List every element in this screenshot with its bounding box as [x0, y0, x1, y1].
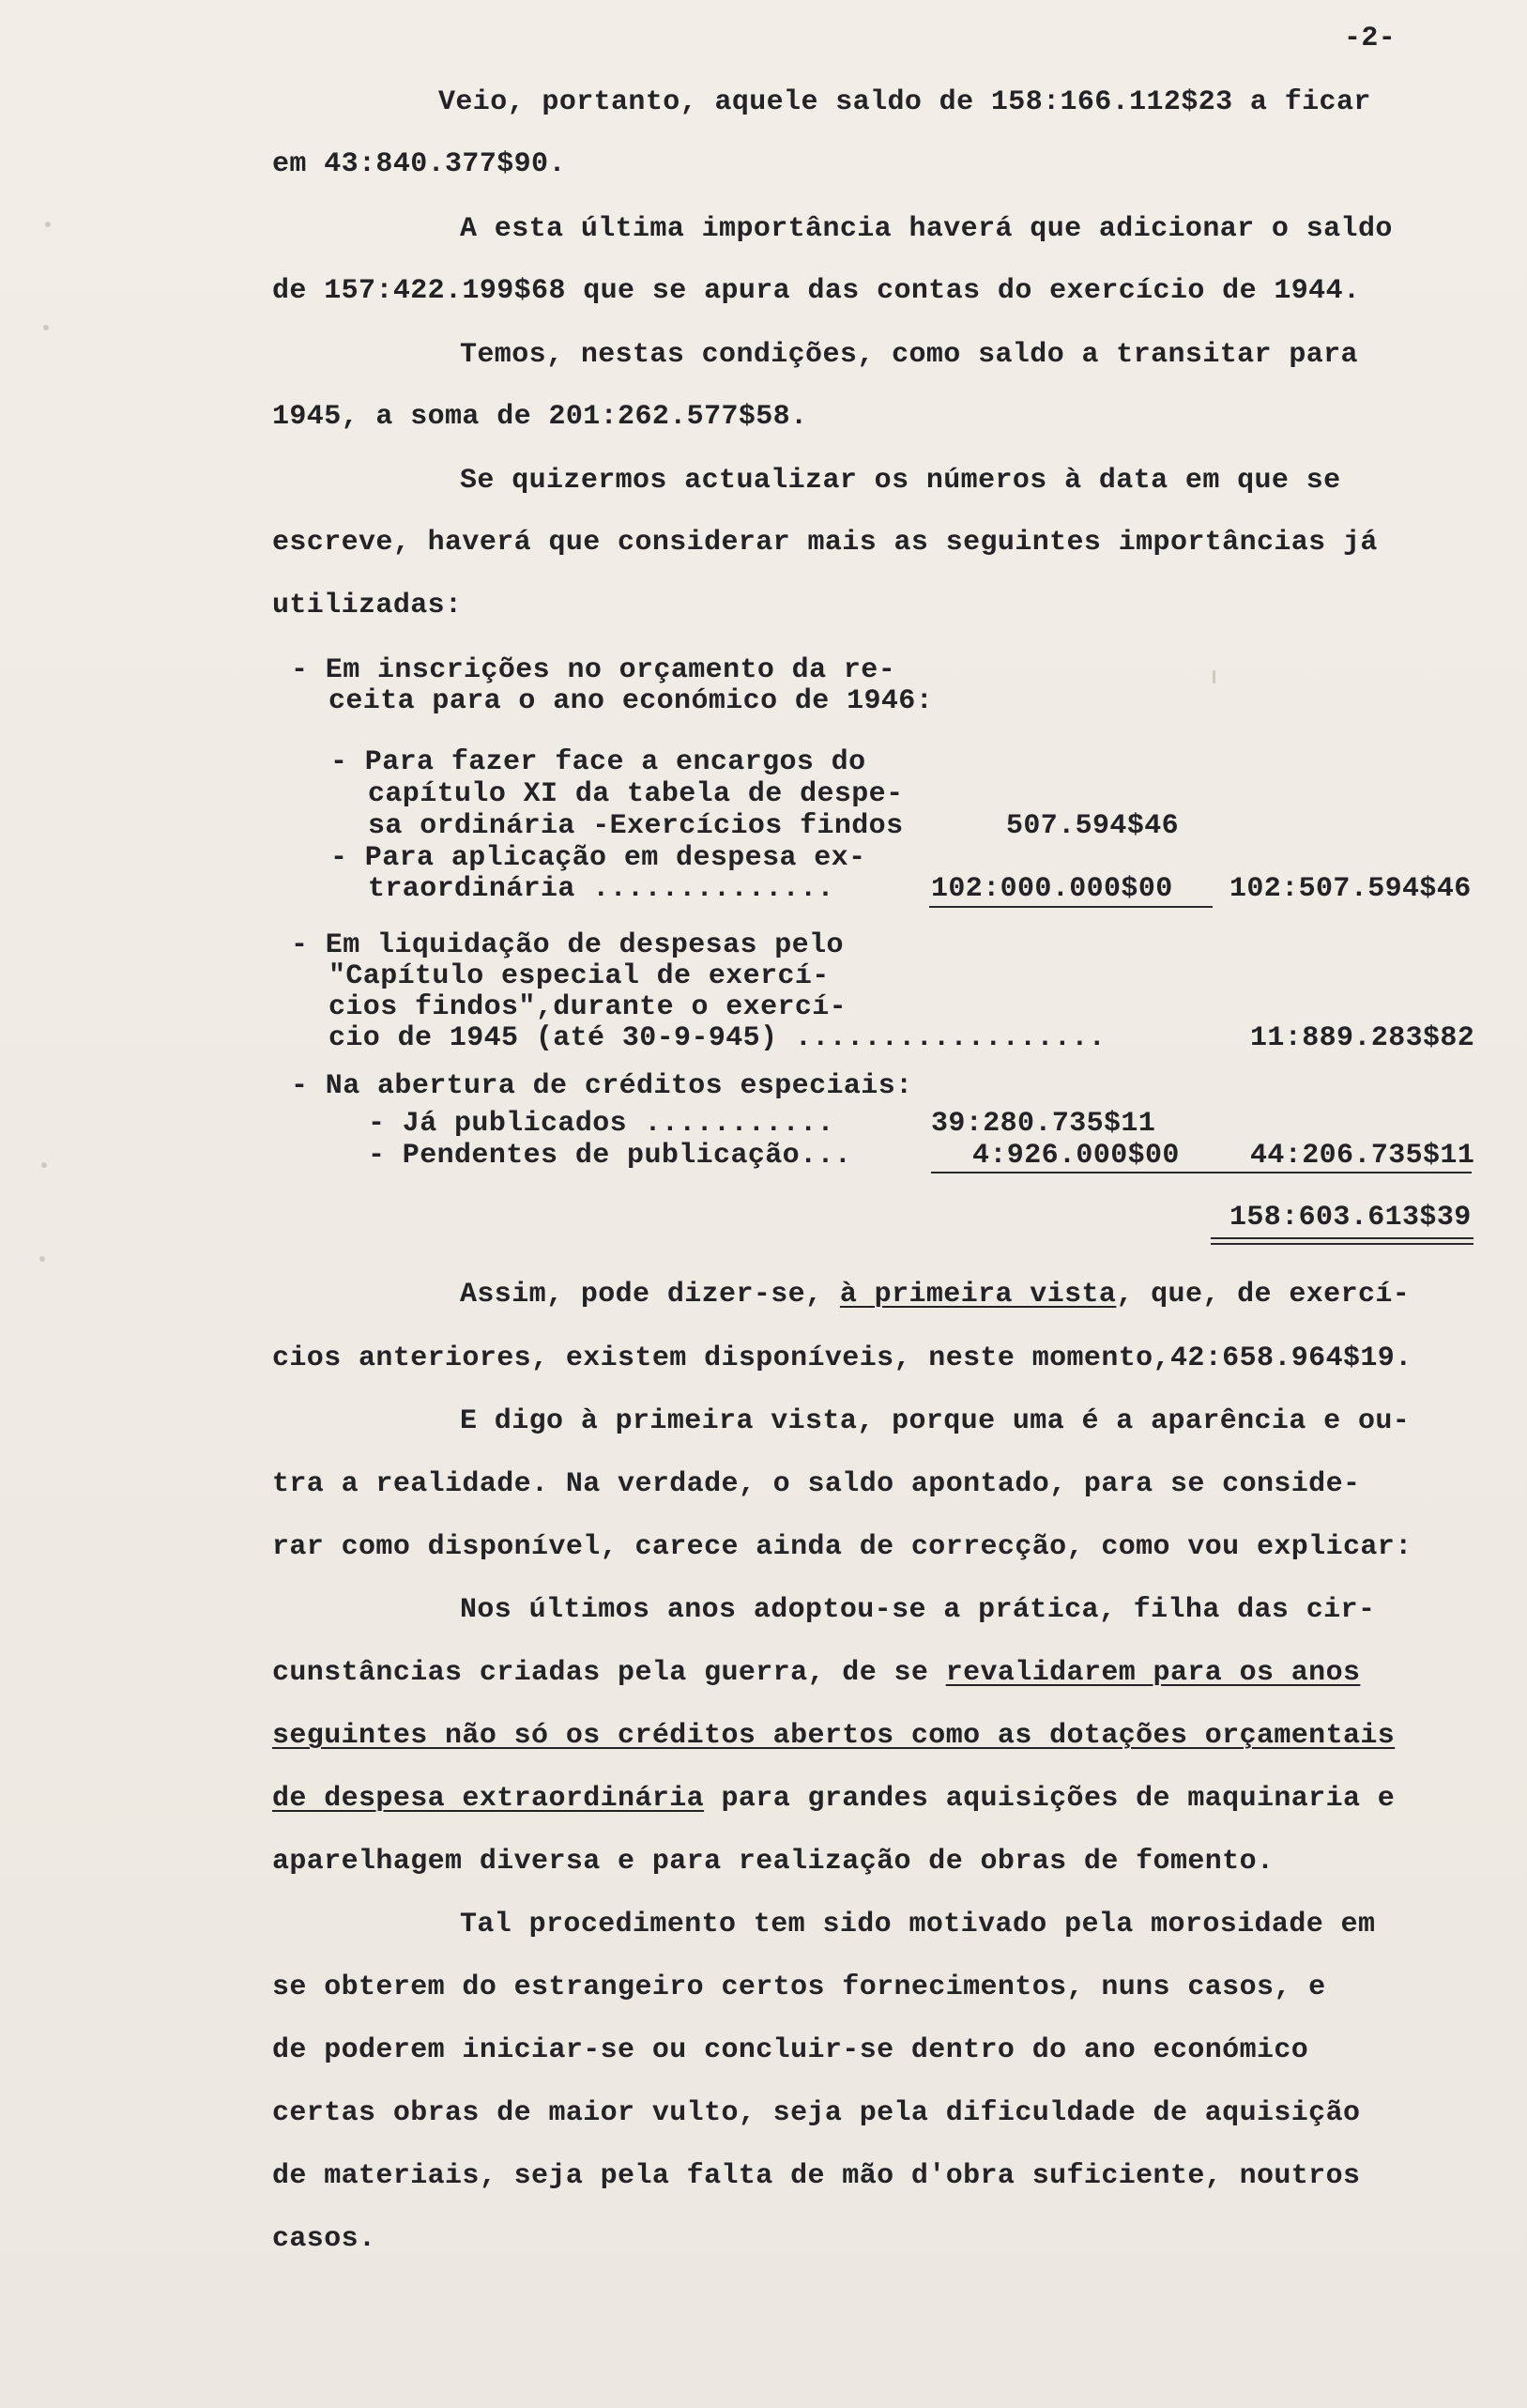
page-number: -2-: [1344, 23, 1397, 54]
paragraph-3-line-2: 1945, a soma de 201:262.577$58.: [272, 401, 808, 433]
item-creditos-total: 44:206.735$11: [1250, 1140, 1475, 1172]
sub-aplicacao-amount: 102:000.000$00: [931, 873, 1173, 905]
paragraph-8-line-2: se obterem do estrangeiro certos fornecimentos, nuns casos, e: [272, 1971, 1326, 2003]
paper-speck: [45, 222, 51, 227]
item-liquidacao-line-2: "Capítulo especial de exercí-: [328, 960, 830, 992]
paragraph-8-line-6: casos.: [272, 2223, 376, 2255]
paragraph-6-line-3: rar como disponível, carece ainda de correcção, como vou explicar:: [272, 1531, 1412, 1563]
paragraph-1-line-2: em 43:840.377$90.: [272, 148, 566, 180]
item-liquidacao-line-3: cios findos",durante o exercí-: [328, 991, 847, 1023]
paragraph-8-line-4: certas obras de maior vulto, seja pela dificuldade de aquisição: [272, 2097, 1361, 2129]
sub-encargos-line-3: sa ordinária -Exercícios findos: [368, 810, 904, 842]
sub-encargos-amount: 507.594$46: [1006, 810, 1180, 842]
paragraph-4-line-2: escreve, haverá que considerar mais as seguintes importâncias já: [272, 527, 1378, 559]
paragraph-2-line-1: A esta última importância haverá que adicionar o saldo: [460, 213, 1393, 245]
paragraph-7-line-5: aparelhagem diversa e para realização de obras de fomento.: [272, 1846, 1275, 1878]
paragraph-4-line-1: Se quizermos actualizar os números à data em que se: [460, 465, 1341, 497]
paper-speck: [43, 325, 49, 330]
item-inscricoes-line-2: ceita para o ano económico de 1946:: [328, 685, 934, 717]
paragraph-4-line-3: utilizadas:: [272, 590, 463, 621]
paragraph-7-line-4: [272, 1783, 1395, 1815]
sub-encargos-line-2: capítulo XI da tabela de despe-: [368, 778, 904, 810]
paragraph-5-line-1: [460, 1279, 1410, 1311]
item-liquidacao-line-1: - Em liquidação de despesas pelo: [291, 929, 844, 961]
paragraph-6-line-2: tra a realidade. Na verdade, o saldo apontado, para se conside-: [272, 1468, 1361, 1500]
paragraph-3-line-1: Temos, nestas condições, como saldo a transitar para: [460, 339, 1358, 371]
paragraph-5-line-2: cios anteriores, existem disponíveis, neste momento,42:658.964$19.: [272, 1342, 1412, 1374]
paragraph-8-line-5: de materiais, seja pela falta de mão d'obra suficiente, noutros: [272, 2160, 1361, 2192]
grand-total: 158:603.613$39: [1229, 1202, 1472, 1234]
item-liquidacao-line-4: cio de 1945 (até 30-9-945) ..................: [328, 1022, 1107, 1054]
paragraph-8-line-3: de poderem iniciar-se ou concluir-se dentro do ano económico: [272, 2034, 1309, 2066]
paragraph-6-line-1: E digo à primeira vista, porque uma é a aparência e ou-: [460, 1405, 1411, 1437]
paragraph-7-line-2: [272, 1657, 1360, 1689]
item-inscricoes-line-1: - Em inscrições no orçamento da re-: [291, 654, 896, 686]
item-liquidacao-total: 11:889.283$82: [1250, 1022, 1475, 1054]
paragraph-1-line-1: Veio, portanto, aquele saldo de 158:166.112$23 a ficar: [438, 86, 1371, 118]
creditos-publicados-label: - Já publicados ...........: [368, 1108, 834, 1140]
subtotal-underline: [929, 906, 1213, 908]
paragraph-2-line-2: de 157:422.199$68 que se apura das contas do exercício de 1944.: [272, 275, 1361, 307]
paragraph-8-line-1: Tal procedimento tem sido motivado pela morosidade em: [460, 1909, 1376, 1940]
paragraph-5-emphasis: à primeira vista: [839, 1279, 1117, 1311]
sub-encargos-line-1: - Para fazer face a encargos do: [330, 746, 866, 778]
item-inscricoes-total: 102:507.594$46: [1229, 873, 1472, 905]
paragraph-7-emphasis-2: de despesa extraordinária: [272, 1783, 705, 1815]
sub-aplicacao-line-1: - Para aplicação em despesa ex-: [330, 842, 866, 874]
creditos-pendentes-amount: 4:926.000$00: [972, 1140, 1180, 1172]
creditos-publicados-amount: 39:280.735$11: [931, 1108, 1156, 1140]
paragraph-7-line-1: Nos últimos anos adoptou-se a prática, filha das cir-: [460, 1594, 1376, 1626]
item-creditos-line-1: - Na abertura de créditos especiais:: [291, 1070, 913, 1102]
grand-total-double-rule: [1211, 1237, 1474, 1245]
paragraph-7-line-3: seguintes não só os créditos abertos como as dotações orçamentais: [272, 1720, 1396, 1752]
paragraph-7-emphasis-1: revalidarem para os anos: [945, 1657, 1361, 1689]
creditos-underline: [931, 1172, 1472, 1173]
paragraph-7-text-b: para grandes aquisições de maquinaria e: [704, 1783, 1396, 1815]
paragraph-5-text-a: Assim, pode dizer-se,: [460, 1279, 840, 1311]
paper-speck: [1213, 670, 1215, 683]
paragraph-5-text-b: , que, de exercí-: [1116, 1279, 1411, 1311]
creditos-pendentes-label: - Pendentes de publicação...: [368, 1140, 852, 1172]
paragraph-7-text-a: cunstâncias criadas pela guerra, de se: [272, 1657, 946, 1689]
sub-aplicacao-line-2: traordinária ..............: [368, 873, 834, 905]
paper-speck: [41, 1162, 47, 1168]
paper-speck: [39, 1256, 45, 1262]
